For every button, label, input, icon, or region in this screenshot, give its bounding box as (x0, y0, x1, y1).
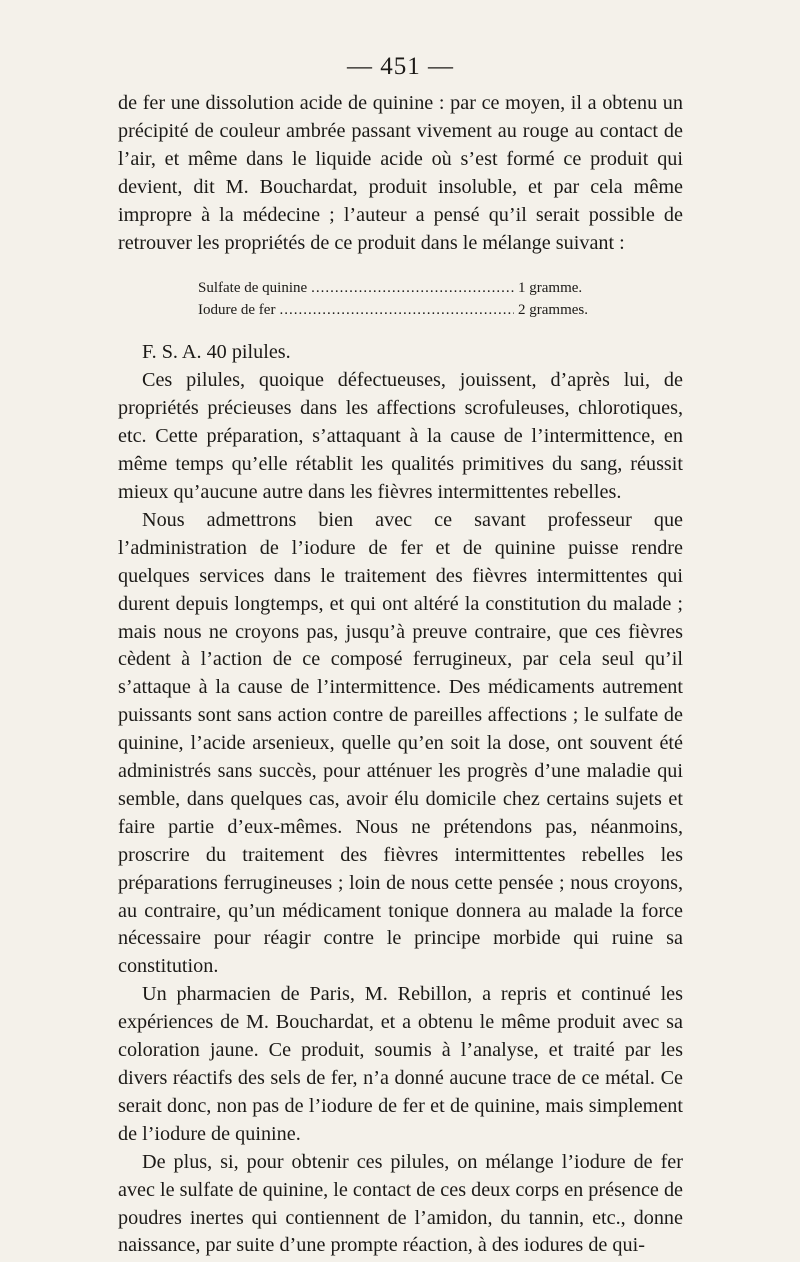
paragraph: De plus, si, pour obtenir ces pilules, on mélange l’iodure de fer avec le sulfate de quinine, le contact de ces deux corps en présence de poudres inertes qui contiennent de l’amidon, du tannin, etc., donne naissance, par suite d’une prompte réaction, à des iodures de qui- (118, 1150, 683, 1257)
recipe-row (198, 277, 606, 299)
paragraph: Ces pilules, quoique défectueuses, jouissent, d’après lui, de propriétés précieuses dans les affections scrofuleuses, chlorotiques, etc. Cette préparation, s’attaquant à la cause de l’intermittence, en même temps qu’elle rétablit les qualités primitives du sang, réussit mieux qu’aucune autre dans les fièvres intermittentes rebelles. (118, 369, 683, 503)
recipe-ingredient: Sulfate de quinine (198, 280, 308, 297)
book-page (118, 50, 683, 1260)
recipe-ingredient: Iodure de fer (198, 302, 276, 319)
paragraph-continued: de fer une dissolution acide de quinine : par ce moyen, il a obtenu un précipité de couleur ambrée passant vivement au rouge au contact de l’air, et même dans le liquide acide où s’est formé ce produit qui devient, dit M. Bouchardat, produit insoluble, et par cela même impropre à la médecine ; l’auteur a pensé qu’il serait possible de retrouver les propriétés de ce produit dans le mélange suivant : (118, 92, 683, 254)
recipe-quantity: 1 gramme. (518, 280, 583, 297)
recipe-table (198, 277, 606, 321)
leader-dots (311, 277, 514, 299)
paragraph: Nous admettrons bien avec ce savant professeur que l’administration de l’iodure de fer et de quinine puisse rendre quelques services dans le traitement des fièvres intermittentes qui durent depuis longtemps, et qui ont altéré la constitution du malade ; mais nous ne croyons pas, jusqu’à preuve contraire, que ces fièvres cèdent à l’action de ce composé ferrugineux, par cela seul qu’il s’attaque à la cause de l’intermittence. Des médicaments autrement puissants sont sans action contre de pareilles affections ; le sulfate de quinine, l’acide arsenieux, quelle qu’en soit la dose, ont souvent été administrés sans succès, pour atténuer les progrès d’une maladie qui semble, dans quelques cas, avoir élu domicile chez certains sujets et faire partie d’eux-mêmes. Nous ne prétendons pas, néanmoins, proscrire du traitement des fièvres intermittentes rebelles les préparations ferrugineuses ; loin de nous cette pensée ; nous croyons, au contraire, qu’un médicament tonique donnera au malade la force nécessaire pour réagir contre le principe morbide qui ruine sa constitution. (118, 508, 683, 978)
page-number: — 451 — (347, 53, 454, 80)
recipe-row (198, 299, 606, 321)
recipe-formula: F. S. A. 40 pilules. (142, 341, 291, 364)
leader-dots (279, 299, 514, 321)
recipe-quantity: 2 grammes. (518, 302, 588, 319)
paragraph: Un pharmacien de Paris, M. Rebillon, a repris et continué les expériences de M. Bouchardat, et a obtenu le même produit avec sa coloration jaune. Ce produit, soumis à l’analyse, et traité par les divers réactifs des sels de fer, n’a donné aucune trace de ce métal. Ce serait donc, non pas de l’iodure de fer et de quinine, mais simplement de l’iodure de quinine. (118, 983, 683, 1145)
